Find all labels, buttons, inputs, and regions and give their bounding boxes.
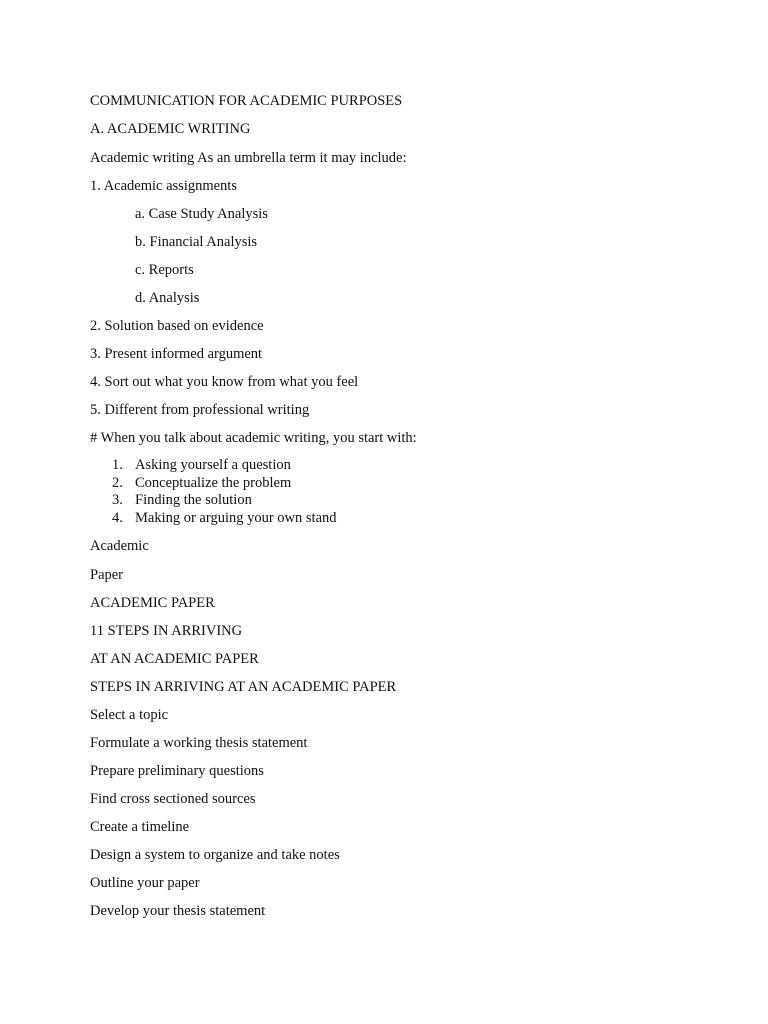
paper-step: Prepare preliminary questions xyxy=(90,763,264,779)
paper-step: Design a system to organize and take notes xyxy=(90,847,340,863)
step-text: Making or arguing your own stand xyxy=(135,510,337,526)
paper-step: Outline your paper xyxy=(90,875,200,891)
text-line: AT AN ACADEMIC PAPER xyxy=(90,651,259,667)
sub-list-item: c. Reports xyxy=(135,262,194,278)
document-title: COMMUNICATION FOR ACADEMIC PURPOSES xyxy=(90,93,403,109)
paper-step: Formulate a working thesis statement xyxy=(90,735,308,751)
paper-step: Find cross sectioned sources xyxy=(90,791,256,807)
text-line: 11 STEPS IN ARRIVING xyxy=(90,623,243,639)
list-item: 5. Different from professional writing xyxy=(90,402,310,418)
text-line: Academic xyxy=(90,538,149,554)
step-number: 1. xyxy=(112,457,123,473)
list-item: 1. Academic assignments xyxy=(90,178,237,194)
text-line: Paper xyxy=(90,567,124,583)
sub-list-item: d. Analysis xyxy=(135,290,200,306)
step-text: Conceptualize the problem xyxy=(135,475,292,491)
paper-step: Develop your thesis statement xyxy=(90,903,266,919)
list-item: 2. Solution based on evidence xyxy=(90,318,264,334)
paper-step: Create a timeline xyxy=(90,819,190,835)
section-heading: A. ACADEMIC WRITING xyxy=(90,121,251,137)
start-note: # When you talk about academic writing, you start with: xyxy=(90,430,417,446)
step-number: 4. xyxy=(112,510,123,526)
text-line: ACADEMIC PAPER xyxy=(90,595,215,611)
paper-step: Select a topic xyxy=(90,707,169,723)
step-number: 3. xyxy=(112,492,123,508)
sub-list-item: a. Case Study Analysis xyxy=(135,206,268,222)
step-number: 2. xyxy=(112,475,123,491)
list-item: 4. Sort out what you know from what you feel xyxy=(90,374,359,390)
intro-paragraph: Academic writing As an umbrella term it may include: xyxy=(90,150,407,166)
list-item: 3. Present informed argument xyxy=(90,346,263,362)
steps-heading: STEPS IN ARRIVING AT AN ACADEMIC PAPER xyxy=(90,679,397,695)
sub-list-item: b. Financial Analysis xyxy=(135,234,258,250)
step-text: Asking yourself a question xyxy=(135,457,291,473)
step-text: Finding the solution xyxy=(135,492,252,508)
